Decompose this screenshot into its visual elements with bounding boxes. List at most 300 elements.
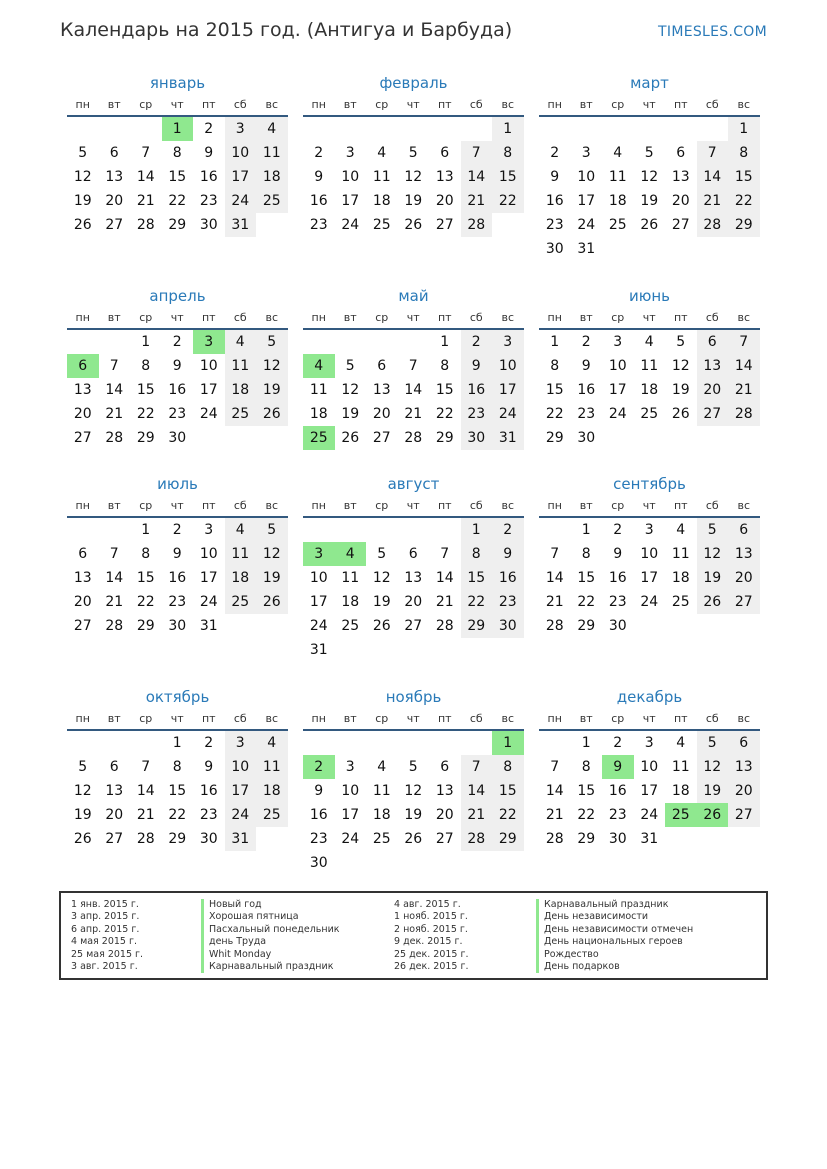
- day-cell: 31: [640, 831, 659, 847]
- holiday-day-cell: 25: [665, 803, 697, 827]
- day-cell: 21: [697, 189, 729, 213]
- weekday-label: сб: [233, 499, 247, 512]
- day-cell: 6: [728, 518, 760, 542]
- empty-cell: [697, 117, 729, 141]
- day-cell: 22: [461, 590, 493, 614]
- day-cell: 5: [78, 759, 88, 775]
- empty-cell: [366, 117, 398, 141]
- empty-cell: [335, 330, 367, 354]
- weekday-label: вс: [501, 499, 515, 512]
- legend-holiday-name: Новый год: [201, 899, 340, 911]
- holiday-day-cell: 9: [602, 755, 634, 779]
- day-cell: 1: [581, 735, 591, 751]
- weekday-label: пн: [311, 499, 326, 512]
- day-cell: 13: [73, 570, 92, 586]
- day-cell: 20: [105, 193, 124, 209]
- day-cell: 27: [372, 430, 391, 446]
- day-cell: 25: [256, 803, 288, 827]
- day-cell: 28: [697, 213, 729, 237]
- day-cell: 6: [440, 145, 450, 161]
- day-cell: 23: [545, 217, 564, 233]
- empty-cell: [429, 117, 461, 141]
- day-cell: 25: [341, 618, 360, 634]
- day-cell: 23: [309, 217, 328, 233]
- empty-cell: [461, 117, 493, 141]
- weekday-label: сб: [469, 712, 483, 725]
- weekday-label: вт: [107, 712, 121, 725]
- day-cell: 13: [671, 169, 690, 185]
- day-cell: 31: [492, 426, 524, 450]
- empty-cell: [99, 731, 131, 755]
- day-cell: 8: [550, 358, 560, 374]
- day-cell: 15: [168, 783, 187, 799]
- empty-cell: [398, 117, 430, 141]
- weekday-label: сб: [233, 712, 247, 725]
- day-cell: 29: [461, 614, 493, 638]
- day-cell: 21: [435, 594, 454, 610]
- day-cell: 28: [105, 618, 124, 634]
- legend-names-left: [201, 899, 340, 973]
- day-cell: 28: [136, 217, 155, 233]
- day-cell: 21: [545, 807, 564, 823]
- weekday-label: пн: [311, 712, 326, 725]
- weekday-label: пн: [75, 311, 90, 324]
- day-cell: 1: [550, 334, 560, 350]
- day-cell: 13: [728, 542, 760, 566]
- weekday-label: чт: [170, 311, 184, 324]
- day-cell: 5: [408, 145, 418, 161]
- holiday-day-cell: 3: [193, 330, 225, 354]
- day-cell: 9: [492, 542, 524, 566]
- legend-holiday-name: Хорошая пятница: [201, 911, 340, 923]
- day-cell: 19: [697, 566, 729, 590]
- day-cell: 2: [172, 522, 182, 538]
- day-cell: 13: [404, 570, 423, 586]
- day-cell: 25: [671, 594, 690, 610]
- day-cell: 10: [640, 759, 659, 775]
- day-cell: 16: [168, 570, 187, 586]
- empty-cell: [335, 117, 367, 141]
- legend-holiday-name: День независимости отмечен: [536, 924, 693, 936]
- legend-date: 3 авг. 2015 г.: [71, 960, 138, 972]
- day-cell: 14: [545, 570, 564, 586]
- day-cell: 16: [199, 169, 218, 185]
- day-cell: 3: [644, 735, 654, 751]
- day-cell: 4: [225, 518, 257, 542]
- day-cell: 29: [168, 217, 187, 233]
- day-cell: 17: [640, 570, 659, 586]
- day-cell: 10: [640, 546, 659, 562]
- day-cell: 11: [640, 358, 659, 374]
- day-cell: 16: [168, 382, 187, 398]
- day-cell: 2: [492, 518, 524, 542]
- weekday-label: пн: [75, 712, 90, 725]
- day-cell: 25: [372, 831, 391, 847]
- empty-cell: [335, 518, 367, 542]
- month-name: апрель: [149, 287, 206, 305]
- day-cell: 19: [404, 807, 423, 823]
- day-cell: 13: [105, 169, 124, 185]
- day-cell: 16: [309, 807, 328, 823]
- day-cell: 8: [581, 546, 591, 562]
- day-cell: 2: [550, 145, 560, 161]
- day-cell: 17: [199, 382, 218, 398]
- day-cell: 20: [671, 193, 690, 209]
- day-cell: 29: [577, 618, 596, 634]
- days-grid: [539, 330, 760, 450]
- weekday-label: чт: [642, 499, 656, 512]
- day-cell: 24: [225, 189, 257, 213]
- day-cell: 14: [545, 783, 564, 799]
- day-cell: 8: [492, 141, 524, 165]
- weekday-label: вс: [265, 712, 279, 725]
- holiday-day-cell: 26: [697, 803, 729, 827]
- day-cell: 5: [256, 518, 288, 542]
- day-cell: 18: [671, 783, 690, 799]
- month-block: [303, 73, 524, 237]
- month-block: [67, 474, 288, 638]
- month-block: [303, 687, 524, 875]
- day-cell: 31: [577, 241, 596, 257]
- legend-holiday-name: Карнавальный праздник: [536, 899, 693, 911]
- day-cell: 16: [545, 193, 564, 209]
- day-cell: 24: [199, 406, 218, 422]
- day-cell: 8: [492, 755, 524, 779]
- day-cell: 27: [435, 831, 454, 847]
- day-cell: 30: [577, 430, 596, 446]
- day-cell: 27: [697, 402, 729, 426]
- legend-holiday-name: День подарков: [536, 961, 693, 973]
- day-cell: 12: [697, 755, 729, 779]
- day-cell: 21: [136, 193, 155, 209]
- day-cell: 11: [309, 382, 328, 398]
- day-cell: 14: [461, 779, 493, 803]
- day-cell: 23: [199, 193, 218, 209]
- day-cell: 19: [671, 382, 690, 398]
- legend-holiday-name: День независимости: [536, 911, 693, 923]
- day-cell: 22: [545, 406, 564, 422]
- weekday-label: пн: [75, 499, 90, 512]
- day-cell: 30: [608, 831, 627, 847]
- day-cell: 8: [461, 542, 493, 566]
- weekday-label: пт: [437, 712, 452, 725]
- weekday-label: сб: [469, 98, 483, 111]
- day-cell: 20: [73, 594, 92, 610]
- day-cell: 24: [640, 807, 659, 823]
- weekday-label: чт: [642, 311, 656, 324]
- empty-cell: [99, 117, 131, 141]
- weekday-label: сб: [705, 98, 719, 111]
- day-cell: 26: [404, 831, 423, 847]
- day-cell: 9: [204, 759, 214, 775]
- day-cell: 23: [608, 807, 627, 823]
- day-cell: 24: [225, 803, 257, 827]
- day-cell: 25: [640, 406, 659, 422]
- day-cell: 4: [377, 759, 387, 775]
- day-cell: 10: [225, 755, 257, 779]
- weekday-label: ср: [375, 712, 389, 725]
- day-cell: 1: [141, 522, 151, 538]
- day-cell: 5: [78, 145, 88, 161]
- day-cell: 27: [728, 590, 760, 614]
- day-cell: 21: [461, 189, 493, 213]
- day-cell: 28: [404, 430, 423, 446]
- holiday-day-cell: 4: [335, 542, 367, 566]
- day-cell: 28: [461, 213, 493, 237]
- weekday-label: сб: [705, 311, 719, 324]
- day-cell: 18: [256, 779, 288, 803]
- month-block: [303, 286, 524, 450]
- day-cell: 10: [577, 169, 596, 185]
- weekday-header: [67, 498, 288, 518]
- weekday-label: пт: [201, 499, 216, 512]
- month-block: [67, 286, 288, 450]
- day-cell: 18: [372, 193, 391, 209]
- day-cell: 13: [697, 354, 729, 378]
- month-block: [67, 687, 288, 851]
- weekday-label: чт: [406, 311, 420, 324]
- weekday-label: пн: [311, 98, 326, 111]
- legend-date: 26 дек. 2015 г.: [394, 960, 469, 972]
- day-cell: 13: [728, 755, 760, 779]
- day-cell: 3: [581, 145, 591, 161]
- day-cell: 14: [728, 354, 760, 378]
- day-cell: 21: [728, 378, 760, 402]
- day-cell: 30: [168, 430, 187, 446]
- day-cell: 15: [435, 382, 454, 398]
- weekday-label: чт: [170, 712, 184, 725]
- empty-cell: [539, 117, 571, 141]
- day-cell: 18: [372, 807, 391, 823]
- day-cell: 26: [640, 217, 659, 233]
- weekday-label: сб: [469, 499, 483, 512]
- day-cell: 24: [341, 217, 360, 233]
- day-cell: 16: [608, 570, 627, 586]
- day-cell: 20: [697, 378, 729, 402]
- day-cell: 11: [341, 570, 360, 586]
- day-cell: 9: [314, 783, 324, 799]
- weekday-label: ср: [139, 499, 153, 512]
- weekday-label: пт: [201, 311, 216, 324]
- weekday-label: вт: [343, 712, 357, 725]
- weekday-label: ср: [375, 98, 389, 111]
- day-cell: 6: [109, 145, 119, 161]
- day-cell: 15: [728, 165, 760, 189]
- weekday-label: пт: [673, 499, 688, 512]
- weekday-label: сб: [233, 311, 247, 324]
- day-cell: 8: [440, 358, 450, 374]
- day-cell: 17: [492, 378, 524, 402]
- day-cell: 29: [136, 430, 155, 446]
- day-cell: 1: [461, 518, 493, 542]
- holiday-day-cell: 4: [303, 354, 335, 378]
- days-grid: [67, 518, 288, 638]
- weekday-label: чт: [170, 98, 184, 111]
- day-cell: 3: [492, 330, 524, 354]
- day-cell: 30: [608, 618, 627, 634]
- legend-holiday-name: Пасхальный понедельник: [201, 924, 340, 936]
- day-cell: 17: [341, 807, 360, 823]
- month-name: август: [387, 475, 440, 493]
- day-cell: 10: [309, 570, 328, 586]
- weekday-label: вс: [265, 499, 279, 512]
- legend-holiday-name: Рождество: [536, 949, 693, 961]
- weekday-label: сб: [705, 499, 719, 512]
- day-cell: 2: [172, 334, 182, 350]
- day-cell: 12: [256, 354, 288, 378]
- day-cell: 5: [644, 145, 654, 161]
- days-grid: [303, 518, 524, 662]
- empty-cell: [130, 117, 162, 141]
- day-cell: 23: [309, 831, 328, 847]
- day-cell: 7: [728, 330, 760, 354]
- day-cell: 14: [404, 382, 423, 398]
- day-cell: 4: [256, 117, 288, 141]
- weekday-label: вс: [265, 98, 279, 111]
- day-cell: 22: [435, 406, 454, 422]
- day-cell: 3: [345, 145, 355, 161]
- day-cell: 14: [105, 382, 124, 398]
- day-cell: 5: [256, 330, 288, 354]
- weekday-label: вс: [737, 499, 751, 512]
- page-title: Календарь на 2015 год. (Антигуа и Барбуда): [60, 19, 513, 41]
- weekday-label: чт: [642, 712, 656, 725]
- month-name: февраль: [379, 74, 448, 92]
- day-cell: 2: [613, 735, 623, 751]
- day-cell: 16: [492, 566, 524, 590]
- day-cell: 5: [408, 759, 418, 775]
- day-cell: 9: [461, 354, 493, 378]
- day-cell: 20: [105, 807, 124, 823]
- days-grid: [303, 117, 524, 237]
- day-cell: 8: [141, 546, 151, 562]
- day-cell: 7: [141, 145, 151, 161]
- holiday-day-cell: 1: [162, 117, 194, 141]
- day-cell: 22: [136, 594, 155, 610]
- day-cell: 21: [461, 803, 493, 827]
- empty-cell: [429, 518, 461, 542]
- day-cell: 30: [168, 618, 187, 634]
- day-cell: 8: [141, 358, 151, 374]
- day-cell: 26: [372, 618, 391, 634]
- weekday-label: пт: [201, 712, 216, 725]
- weekday-label: ср: [139, 311, 153, 324]
- day-cell: 31: [309, 642, 328, 658]
- day-cell: 20: [435, 807, 454, 823]
- holiday-day-cell: 6: [67, 354, 99, 378]
- day-cell: 19: [372, 594, 391, 610]
- weekday-header: [303, 711, 524, 731]
- site-link[interactable]: TIMESLES.COM: [658, 24, 767, 40]
- day-cell: 31: [225, 213, 257, 237]
- day-cell: 15: [545, 382, 564, 398]
- legend-date: 1 нояб. 2015 г.: [394, 911, 468, 923]
- weekday-label: ср: [611, 499, 625, 512]
- day-cell: 28: [545, 831, 564, 847]
- day-cell: 26: [404, 217, 423, 233]
- weekday-label: ср: [375, 311, 389, 324]
- day-cell: 12: [404, 169, 423, 185]
- days-grid: [67, 731, 288, 851]
- legend-holiday-name: день Труда: [201, 936, 340, 948]
- legend-dates-right: [394, 899, 469, 973]
- month-block: [303, 474, 524, 662]
- legend-date: 6 апр. 2015 г.: [71, 923, 140, 935]
- month-name: май: [398, 287, 429, 305]
- empty-cell: [539, 731, 571, 755]
- day-cell: 15: [492, 779, 524, 803]
- empty-cell: [303, 518, 335, 542]
- day-cell: 26: [73, 831, 92, 847]
- empty-cell: [398, 518, 430, 542]
- weekday-label: вт: [579, 311, 593, 324]
- day-cell: 15: [461, 566, 493, 590]
- day-cell: 26: [256, 590, 288, 614]
- days-grid: [303, 731, 524, 875]
- weekday-label: ср: [375, 499, 389, 512]
- day-cell: 6: [78, 546, 88, 562]
- day-cell: 5: [345, 358, 355, 374]
- day-cell: 7: [408, 358, 418, 374]
- day-cell: 27: [73, 618, 92, 634]
- day-cell: 17: [309, 594, 328, 610]
- day-cell: 18: [225, 566, 257, 590]
- day-cell: 5: [377, 546, 387, 562]
- day-cell: 22: [577, 594, 596, 610]
- day-cell: 18: [671, 570, 690, 586]
- weekday-label: пт: [673, 712, 688, 725]
- day-cell: 28: [435, 618, 454, 634]
- day-cell: 7: [440, 546, 450, 562]
- day-cell: 10: [492, 354, 524, 378]
- day-cell: 14: [461, 165, 493, 189]
- day-cell: 20: [372, 406, 391, 422]
- day-cell: 9: [204, 145, 214, 161]
- day-cell: 12: [404, 783, 423, 799]
- month-name: ноябрь: [385, 688, 442, 706]
- empty-cell: [67, 330, 99, 354]
- day-cell: 24: [640, 594, 659, 610]
- day-cell: 1: [728, 117, 760, 141]
- day-cell: 22: [168, 807, 187, 823]
- day-cell: 22: [577, 807, 596, 823]
- day-cell: 29: [577, 831, 596, 847]
- weekday-header: [539, 711, 760, 731]
- empty-cell: [67, 731, 99, 755]
- day-cell: 20: [404, 594, 423, 610]
- day-cell: 15: [577, 783, 596, 799]
- empty-cell: [398, 731, 430, 755]
- empty-cell: [366, 518, 398, 542]
- day-cell: 9: [581, 358, 591, 374]
- day-cell: 17: [199, 570, 218, 586]
- day-cell: 14: [697, 165, 729, 189]
- legend-date: 1 янв. 2015 г.: [71, 899, 139, 910]
- empty-cell: [335, 731, 367, 755]
- day-cell: 29: [168, 831, 187, 847]
- legend-dates-left: [71, 899, 143, 973]
- day-cell: 1: [440, 334, 450, 350]
- weekday-label: вс: [737, 98, 751, 111]
- day-cell: 9: [550, 169, 560, 185]
- weekday-label: ср: [139, 712, 153, 725]
- day-cell: 5: [676, 334, 686, 350]
- weekday-header: [67, 711, 288, 731]
- empty-cell: [665, 117, 697, 141]
- day-cell: 21: [136, 807, 155, 823]
- empty-cell: [602, 117, 634, 141]
- day-cell: 2: [204, 735, 214, 751]
